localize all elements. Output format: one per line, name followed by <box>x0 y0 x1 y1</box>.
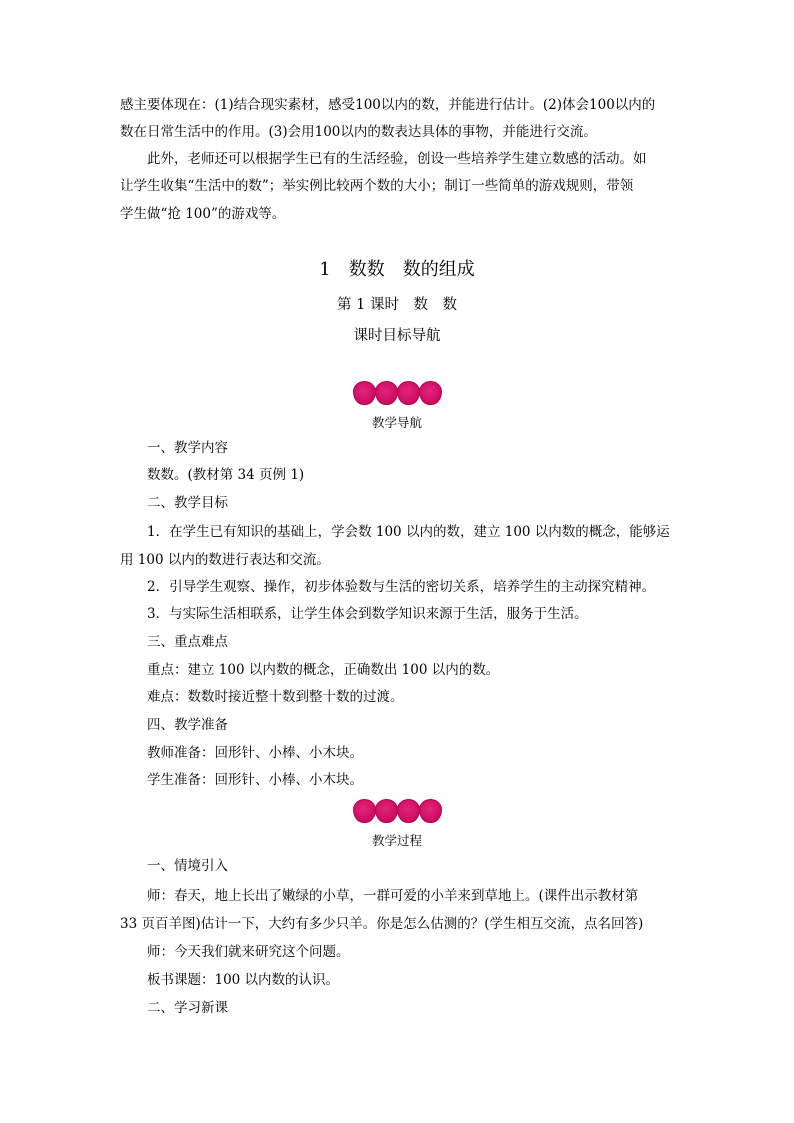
intro-paragraph-line-2: 数在日常生活中的作用。(3)会用100以内的数表达具体的事物，并能进行交流。 <box>120 124 597 140</box>
intro-paragraph-line-1: 感主要体现在：(1)结合现实素材，感受100以内的数，并能进行估计。(2)体会100以内的 <box>120 97 656 113</box>
extra-paragraph-line-3: 学生做“抢 100”的游戏等。 <box>120 206 286 222</box>
goal-2: 2．引导学生观察、操作，初步体验数与生活的密切关系，培养学生的主动探究精神。 <box>147 579 656 595</box>
apple-dot-icon <box>353 381 376 405</box>
content-text: 数数。(教材第 34 页例 1) <box>147 467 305 483</box>
section-divider-dots <box>0 799 794 823</box>
goal-1-line-1: 1．在学生已有知识的基础上，学会数 100 以内的数，建立 100 以内数的概念，能够运 <box>147 524 670 540</box>
lesson-title: 第 1 课时 数 数 <box>337 297 457 313</box>
extra-paragraph-line-1: 此外，老师还可以根据学生已有的生活经验，创设一些培养学生建立数感的活动。如 <box>147 151 647 167</box>
dialog-1-line-1: 师：春天，地上长出了嫩绿的小草，一群可爱的小羊来到草地上。(课件出示教材第 <box>147 888 639 904</box>
key-point: 重点：建立 100 以内数的概念，正确数出 100 以内的数。 <box>147 662 500 678</box>
section-divider-dots <box>0 381 794 405</box>
apple-dot-icon <box>419 799 442 823</box>
nav-title: 课时目标导航 <box>353 328 441 344</box>
content-heading: 一、教学内容 <box>147 440 228 456</box>
goal-1-line-2: 用 100 以内的数进行表达和交流。 <box>120 552 330 568</box>
apple-dot-icon <box>397 799 420 823</box>
section-title-teaching-nav: 教学导航 <box>371 415 422 430</box>
extra-paragraph-line-2: 让学生收集“生活中的数”；举实例比较两个数的大小；制订一些简单的游戏规则，带领 <box>120 178 634 194</box>
prep-heading: 四、教学准备 <box>147 717 228 733</box>
dialog-1-line-2: 33 页百羊图)估计一下，大约有多少只羊。你是怎么估测的？(学生相互交流，点名回答) <box>120 916 644 932</box>
student-prep: 学生准备：回形针、小棒、小木块。 <box>147 772 363 788</box>
intro-heading: 一、情境引入 <box>147 858 228 874</box>
keypoints-heading: 三、重点难点 <box>147 634 228 650</box>
apple-dot-icon <box>375 799 398 823</box>
board-title: 板书课题：100 以内数的认识。 <box>147 972 340 988</box>
apple-dot-icon <box>419 381 442 405</box>
teacher-prep: 教师准备：回形针、小棒、小木块。 <box>147 745 363 761</box>
apple-dot-icon <box>375 381 398 405</box>
new-lesson-heading: 二、学习新课 <box>147 1000 228 1016</box>
unit-title: 1 数数 数的组成 <box>319 259 475 280</box>
apple-dot-icon <box>353 799 376 823</box>
goals-heading: 二、教学目标 <box>147 495 228 511</box>
goal-3: 3．与实际生活相联系，让学生体会到数学知识来源于生活，服务于生活。 <box>147 606 588 622</box>
difficult-point: 难点：数数时接近整十数到整十数的过渡。 <box>147 689 404 705</box>
section-title-teaching-process: 教学过程 <box>371 833 422 848</box>
dialog-2: 师：今天我们就来研究这个问题。 <box>147 944 350 960</box>
apple-dot-icon <box>397 381 420 405</box>
